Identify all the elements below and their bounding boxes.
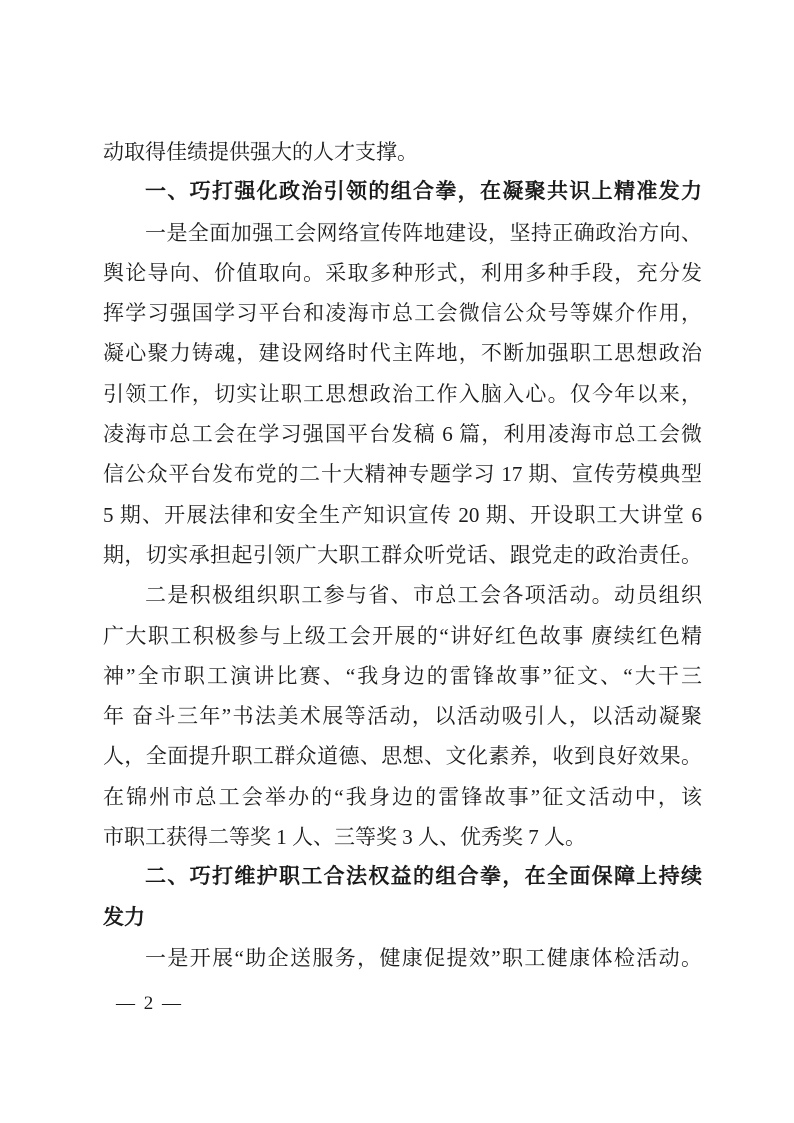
body-line: 一是开展“助企送服务，健康促提效”职工健康体检活动。 — [145, 945, 702, 970]
body-line: 动取得佳绩提供强大的人才支撑。 — [103, 140, 418, 164]
body-line: 信公众平台发布党的二十大精神专题学习 17 期、宣传劳模典型 — [103, 462, 702, 487]
body-line: 一是全面加强工会网络宣传阵地建设，坚持正确政治方向、 — [145, 220, 702, 245]
body-line: 凌海市总工会在学习强国平台发稿 6 篇，利用凌海市总工会微 — [103, 422, 702, 447]
body-line: 市职工获得二等奖 1 人、三等奖 3 人、优秀奖 7 人。 — [103, 825, 586, 850]
body-line: 广大职工积极参与上级工会开展的“讲好红色故事 赓续红色精 — [103, 623, 702, 648]
heading-line: 发力 — [103, 905, 145, 929]
body-line: 年 奋斗三年”书法美术展等活动，以活动吸引人，以活动凝聚 — [103, 704, 702, 729]
body-line: 舆论导向、价值取向。采取多种形式，利用多种手段，充分发 — [103, 260, 702, 285]
body-line: 神”全市职工演讲比赛、“我身边的雷锋故事”征文、“大干三 — [103, 663, 702, 688]
document-body — [103, 132, 702, 978]
body-line: 期，切实承担起引领广大职工群众听党话、跟党走的政治责任。 — [103, 542, 702, 567]
body-line: 挥学习强国学习平台和凌海市总工会微信公众号等媒介作用， — [103, 301, 702, 326]
heading-line: 一、巧打强化政治引领的组合拳，在凝聚共识上精准发力 — [145, 180, 702, 204]
body-line: 人，全面提升职工群众道德、思想、文化素养，收到良好效果。 — [103, 744, 702, 769]
body-line: 5 期、开展法律和安全生产知识宣传 20 期、开设职工大讲堂 6 — [103, 502, 702, 527]
heading-line: 二、巧打维护职工合法权益的组合拳，在全面保障上持续 — [145, 865, 702, 889]
body-line: 在锦州市总工会举办的“我身边的雷锋故事”征文活动中，该 — [103, 784, 702, 809]
body-line: 凝心聚力铸魂，建设网络时代主阵地，不断加强职工思想政治 — [103, 341, 702, 366]
body-line: 引领工作，切实让职工思想政治工作入脑入心。仅今年以来， — [103, 381, 702, 406]
page-number: — 2 — — [116, 993, 183, 1014]
body-line: 二是积极组织职工参与省、市总工会各项活动。动员组织 — [145, 583, 702, 608]
